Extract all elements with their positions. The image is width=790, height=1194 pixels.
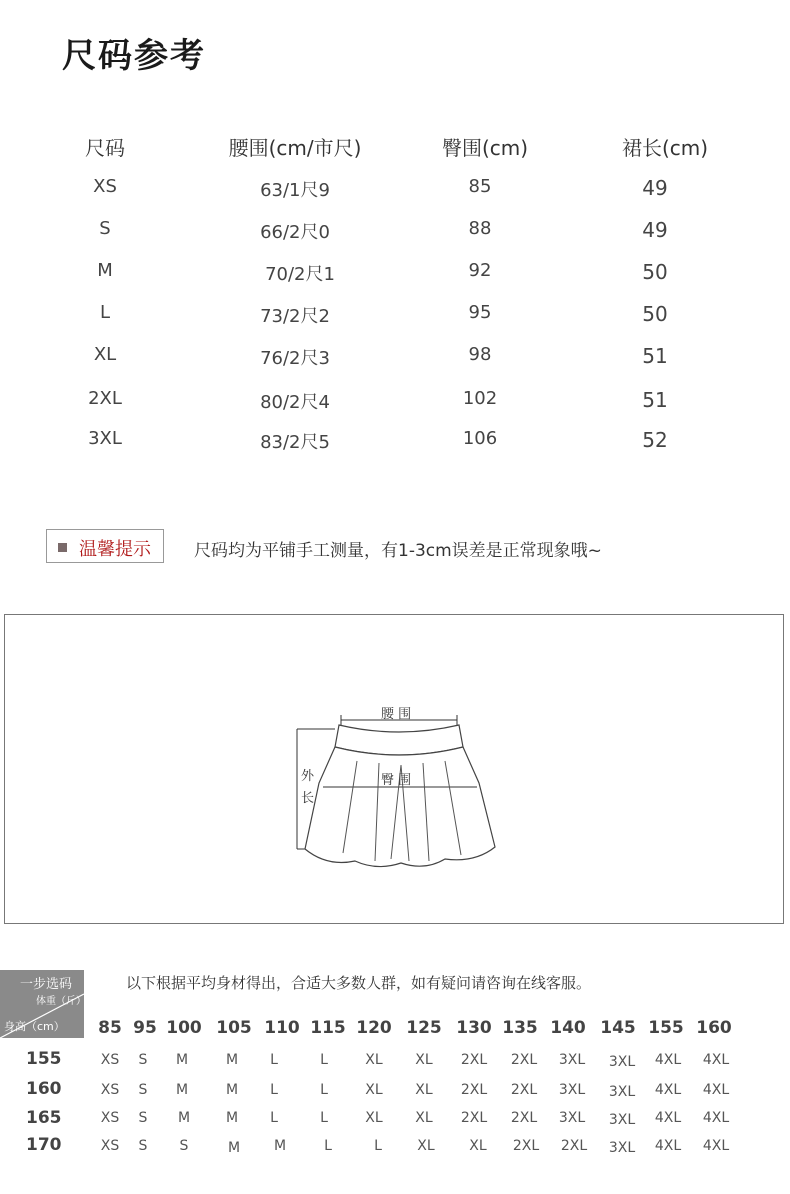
- waist-cell: 76/2尺3: [260, 348, 330, 369]
- size-cell: XS: [100, 1052, 120, 1068]
- size-cell: M: [225, 1082, 239, 1098]
- hip-cell: 95: [468, 302, 492, 323]
- length-label: 长: [301, 791, 315, 806]
- waist-cell: 66/2尺0: [260, 222, 330, 243]
- size-cell: S: [138, 1138, 148, 1154]
- size-cell: M: [273, 1138, 287, 1154]
- hip-cell: 106: [462, 428, 498, 449]
- length-cell: 52: [642, 428, 668, 452]
- size-cell: XL: [415, 1110, 433, 1126]
- size-cell: 3XL: [608, 1140, 636, 1156]
- weight-header: 115: [310, 1018, 346, 1038]
- size-cell: M: [225, 1110, 239, 1126]
- size-cell: XL: [469, 1138, 487, 1154]
- weight-header: 155: [648, 1018, 684, 1038]
- waist-cell: 83/2尺5: [260, 432, 330, 453]
- size-cell: M: [175, 1082, 189, 1098]
- weight-header: 145: [600, 1018, 636, 1038]
- size-cell: L: [320, 1082, 328, 1098]
- size-cell: 2XL: [510, 1110, 538, 1126]
- size-cell: M: [175, 1052, 189, 1068]
- grid-corner-header: [0, 970, 84, 1038]
- table-row: [0, 344, 790, 386]
- weight-header: 120: [356, 1018, 392, 1038]
- corner-title: 一步选码: [20, 977, 73, 992]
- size-cell: L: [99, 302, 111, 323]
- size-cell: 4XL: [702, 1110, 730, 1126]
- weight-header: 160: [696, 1018, 732, 1038]
- size-cell: 3XL: [558, 1052, 586, 1068]
- hip-cell: 85: [468, 176, 492, 197]
- weight-header: 100: [166, 1018, 202, 1038]
- height-header: 160: [26, 1079, 62, 1099]
- table-row: [0, 428, 790, 470]
- size-cell: XL: [415, 1082, 433, 1098]
- table-row: [0, 176, 790, 218]
- length-cell: 51: [642, 344, 668, 368]
- length-cell: 50: [642, 302, 668, 326]
- weight-header: 135: [502, 1018, 538, 1038]
- tip-text: 尺码均为平铺手工测量，有1-3cm误差是正常现象哦~: [194, 541, 602, 561]
- size-cell: L: [374, 1138, 382, 1154]
- size-cell: 3XL: [558, 1110, 586, 1126]
- waist-cell: 73/2尺2: [260, 306, 330, 327]
- size-cell: M: [227, 1140, 241, 1156]
- size-cell: 4XL: [654, 1082, 682, 1098]
- size-cell: S: [99, 218, 111, 239]
- weight-header: 105: [216, 1018, 252, 1038]
- size-cell: XS: [100, 1082, 120, 1098]
- weight-header: 110: [264, 1018, 300, 1038]
- table-row: [0, 388, 790, 430]
- size-cell: 2XL: [510, 1052, 538, 1068]
- length-cell: 51: [642, 388, 668, 412]
- size-cell: 2XL: [512, 1138, 540, 1154]
- hip-cell: 92: [468, 260, 492, 281]
- recommend-note: 以下根据平均身材得出，合适大多数人群，如有疑问请咨询在线客服。: [126, 974, 592, 992]
- length-cell: 50: [642, 260, 668, 284]
- measurement-diagram: [4, 614, 784, 924]
- square-bullet-icon: [58, 543, 67, 552]
- size-cell: XL: [365, 1082, 383, 1098]
- size-cell: 3XL: [608, 1084, 636, 1100]
- length-label: 外: [301, 769, 315, 784]
- size-cell: L: [270, 1110, 278, 1126]
- table-row: [0, 260, 790, 302]
- waist-cell: 63/1尺9: [260, 180, 330, 201]
- size-cell: XL: [415, 1052, 433, 1068]
- size-cell: 2XL: [560, 1138, 588, 1154]
- size-cell: S: [138, 1082, 148, 1098]
- column-header-hip: 臀围(cm): [441, 136, 529, 160]
- hip-label: 臀 围: [381, 773, 412, 788]
- size-cell: 2XL: [460, 1082, 488, 1098]
- size-cell: 2XL: [88, 388, 122, 409]
- size-cell: L: [324, 1138, 332, 1154]
- length-cell: 49: [642, 176, 668, 200]
- length-cell: 49: [642, 218, 668, 242]
- weight-axis-label: 体重（斤）: [36, 996, 86, 1007]
- size-cell: 3XL: [608, 1112, 636, 1128]
- size-cell: S: [138, 1110, 148, 1126]
- waist-label: 腰 围: [381, 707, 412, 722]
- size-cell: 4XL: [654, 1138, 682, 1154]
- size-cell: 2XL: [460, 1110, 488, 1126]
- weight-header: 95: [133, 1018, 157, 1038]
- size-cell: 4XL: [654, 1110, 682, 1126]
- size-cell: 3XL: [558, 1082, 586, 1098]
- weight-header: 130: [456, 1018, 492, 1038]
- size-cell: 4XL: [702, 1052, 730, 1068]
- size-cell: 4XL: [702, 1082, 730, 1098]
- size-cell: 3XL: [88, 428, 122, 449]
- tip-label: 温馨提示: [79, 539, 151, 560]
- column-header-size: 尺码: [85, 136, 125, 160]
- page-title: 尺码参考: [62, 36, 206, 76]
- table-row: [0, 218, 790, 260]
- hip-cell: 98: [468, 344, 492, 365]
- size-cell: 4XL: [654, 1052, 682, 1068]
- size-cell: S: [138, 1052, 148, 1068]
- size-cell: L: [270, 1052, 278, 1068]
- size-cell: L: [270, 1082, 278, 1098]
- hip-cell: 102: [462, 388, 498, 409]
- size-cell: M: [177, 1110, 191, 1126]
- size-cell: XS: [100, 1138, 120, 1154]
- size-cell: L: [320, 1110, 328, 1126]
- size-cell: L: [320, 1052, 328, 1068]
- size-cell: 3XL: [608, 1054, 636, 1070]
- column-header-waist: 腰围(cm/市尺): [228, 136, 362, 160]
- size-cell: S: [179, 1138, 189, 1154]
- waist-cell: 70/2尺1: [265, 264, 335, 285]
- size-cell: 4XL: [702, 1138, 730, 1154]
- size-cell: M: [97, 260, 113, 281]
- size-cell: XL: [93, 344, 117, 365]
- height-axis-label: 身高（cm）: [4, 1020, 65, 1033]
- height-header: 155: [26, 1049, 62, 1069]
- size-cell: M: [225, 1052, 239, 1068]
- tip-badge: [46, 529, 164, 563]
- height-header: 165: [26, 1108, 62, 1128]
- weight-header: 140: [550, 1018, 586, 1038]
- weight-header: 85: [98, 1018, 122, 1038]
- size-cell: XL: [417, 1138, 435, 1154]
- size-cell: 2XL: [510, 1082, 538, 1098]
- size-cell: 2XL: [460, 1052, 488, 1068]
- height-header: 170: [26, 1135, 62, 1155]
- size-cell: XS: [100, 1110, 120, 1126]
- waist-cell: 80/2尺4: [260, 392, 330, 413]
- table-row: [0, 302, 790, 344]
- size-cell: XS: [93, 176, 117, 197]
- size-cell: XL: [365, 1052, 383, 1068]
- column-header-length: 裙长(cm): [621, 136, 709, 160]
- size-cell: XL: [365, 1110, 383, 1126]
- weight-header: 125: [406, 1018, 442, 1038]
- hip-cell: 88: [468, 218, 492, 239]
